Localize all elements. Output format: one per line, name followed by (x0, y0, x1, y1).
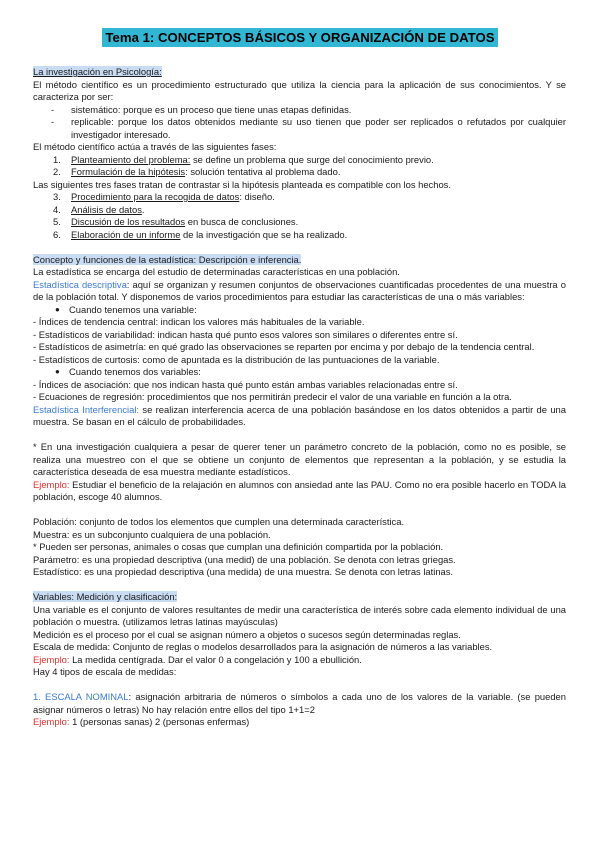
spacer (33, 679, 566, 692)
term: Elaboración de un informe (71, 228, 181, 240)
document-title: Tema 1: CONCEPTOS BÁSICOS Y ORGANIZACIÓN DE DATOS (102, 28, 497, 47)
list-item (33, 154, 566, 167)
definition: : aquí se organizan y resumen conjuntos de observaciones cuantificadas procedentes de una muestra o de la población total. Y disponemos de varios procedimientos para estudiar las características de una o más variables: (33, 278, 566, 302)
section-heading-variables (33, 591, 566, 604)
spacer (33, 429, 566, 442)
list-item (33, 191, 566, 204)
item-number: 2. (53, 166, 61, 177)
term: sistemático (71, 103, 118, 115)
title-wrap (0, 0, 600, 50)
definition: . (141, 203, 145, 215)
term: Estadística descriptiva (33, 278, 127, 290)
list-item (33, 104, 566, 117)
example-label: Ejemplo: (33, 653, 70, 665)
dash-marker: - (51, 116, 55, 127)
item-number: 5. (53, 216, 61, 227)
paragraph (33, 404, 566, 429)
term: Estadística Interferencial: (33, 403, 140, 415)
definition: : asignación arbitraria de números o símbolos a cada uno de los valores de la variable. (se pueden asignar números o letras) No hay relación entre ellos del tipo 1+1=2 (33, 691, 566, 715)
list-item (33, 166, 566, 179)
section-heading-investigacion (33, 66, 566, 79)
term: Procedimiento para la recogida de datos (71, 191, 240, 202)
term: 1. ESCALA NOMINAL (33, 691, 129, 702)
paragraph (33, 691, 566, 716)
list-item (33, 216, 566, 229)
definition: en busca de conclusiones. (185, 216, 299, 227)
example-paragraph (33, 654, 566, 667)
definition: se define un problema que surge del conocimiento previo. (190, 153, 434, 165)
bullet-item (33, 304, 566, 317)
definition-line: * Pueden ser personas, animales o cosas que cumplan una definición compartida por la población. (33, 541, 444, 552)
example-text: 1 (personas sanas) 2 (personas enfermas) (69, 716, 250, 727)
example-label: Ejemplo: (33, 716, 70, 727)
definition-line: Población: conjunto de todos los elementos que cumplen una determinada característica. (33, 516, 405, 527)
item-number: 6. (53, 228, 61, 240)
term: Planteamiento del problema: (71, 153, 191, 165)
term: Formulación de la hipótesis (71, 166, 186, 177)
bullet-text: Cuando tenemos una variable: (69, 303, 197, 315)
paragraph: El método científico actúa a través de las siguientes fases: (33, 141, 277, 152)
bullet-text: Cuando tenemos dos variables: (69, 366, 201, 377)
section-heading-estadistica (33, 254, 566, 267)
definition: se realizan interferencia acerca de una población basándose en los datos obtenidos a partir de una muestra. Se basan en el cálculo de probabilidades. (33, 403, 566, 427)
list-item (33, 229, 566, 242)
bullet-icon: ● (55, 304, 60, 314)
heading-text: Concepto y funciones de la estadística: Descripción e inferencia. (33, 253, 302, 265)
spacer (33, 579, 566, 592)
example-paragraph (33, 716, 566, 729)
item-number: 3. (53, 191, 61, 202)
item-number: 4. (53, 203, 61, 215)
paragraph: Medición es el proceso por el cual se asignan número a objetos o sucesos según determinadas reglas. (33, 628, 461, 640)
document-content (33, 66, 566, 729)
definition: : diseño. (239, 191, 275, 202)
paragraph (33, 279, 566, 304)
bullet-icon: ● (55, 367, 60, 376)
paragraph: Hay 4 tipos de escala de medidas: (33, 666, 177, 677)
paragraph: Una variable es el conjunto de valores resultantes de medir una característica de interés sobre cada elemento individual de una población o muestra. (utilizamos letras latinas mayúsculas) (33, 603, 566, 627)
example-text: Estudiar el beneficio de la relajación en alumnos con ansiedad ante las PAU. Como no era posible hacerlo en TODA la población, escoge 40 alumnos. (33, 478, 566, 502)
definition: : porque es un proceso que tiene unas etapas definidas. (117, 103, 352, 115)
term: Análisis de datos (71, 203, 142, 215)
definition: de la investigación que se ha realizado. (180, 228, 348, 240)
list-line: - Índices de tendencia central: indican los valores más habituales de la variable. (33, 316, 365, 327)
list-item (33, 204, 566, 217)
example-paragraph (33, 479, 566, 504)
term: Discusión de los resultados (71, 216, 186, 227)
example-text: La medida centígrada. Dar el valor 0 a congelación y 100 a ebullición. (69, 653, 362, 665)
paragraph: El método científico es un procedimiento estructurado que utiliza la ciencia para la aplicación de sus conocimientos. Y se caracteriza por ser: (33, 78, 566, 102)
definition-line: Parámetro: es una propiedad descriptiva (una medid) de una población. Se denota con letras griegas. (33, 553, 456, 565)
list-line: - Estadísticos de asimetría: en qué grado las observaciones se reparten por encima y por debajo de la tendencia central. (33, 341, 535, 352)
dash-marker: - (51, 103, 55, 115)
spacer (33, 241, 566, 254)
item-number: 1. (53, 153, 61, 165)
example-label: Ejemplo: (33, 478, 70, 490)
heading-text: Variables: Medición y clasificación: (33, 591, 178, 602)
definition-line: Muestra: es un subconjunto cualquiera de una población. (33, 528, 271, 540)
list-line: - Estadísticos de curtosis: como de apuntada es la distribución de las puntuaciones de la variable. (33, 353, 440, 365)
paragraph: Escala de medida: Conjunto de reglas o modelos desarrollados para la asignación de números a las variables. (33, 641, 493, 652)
list-item (33, 116, 566, 141)
definition: : porque los datos obtenidos mediante su uso tienen que poder ser replicados o refutados por cualquier investigador interesado. (71, 116, 566, 140)
definition: : solución tentativa al problema dado. (185, 166, 341, 177)
definition-line: Estadístico: es una propiedad descriptiva (una medida) de una muestra. Se denota con letras latinas. (33, 566, 454, 577)
term: replicable (71, 116, 112, 127)
note-paragraph: * En una investigación cualquiera a pesar de querer tener un parámetro concreto de la población, como no es posible, se realiza una muestreo con el que se obtiene un conjunto de elementos que representan a la población, y se estudia la característica deseada de esa muestra mediante estadísticos. (33, 441, 566, 477)
list-line: - Índices de asociación: que nos indican hasta qué punto están ambas variables relacionadas entre sí. (33, 378, 458, 390)
list-line: - Ecuaciones de regresión: procedimientos que nos permitirán predecir el valor de una variable en función a la otra. (33, 391, 512, 402)
paragraph: La estadística se encarga del estudio de determinadas características en una población. (33, 266, 400, 277)
heading-text: La investigación en Psicología: (33, 66, 162, 77)
paragraph: Las siguientes tres fases tratan de contrastar si la hipótesis planteada es compatible con los hechos. (33, 178, 451, 190)
bullet-item (33, 366, 566, 379)
list-line: - Estadísticos de variabilidad: indican hasta qué punto esos valores son similares o diferentes entre sí. (33, 328, 458, 340)
spacer (33, 504, 566, 517)
